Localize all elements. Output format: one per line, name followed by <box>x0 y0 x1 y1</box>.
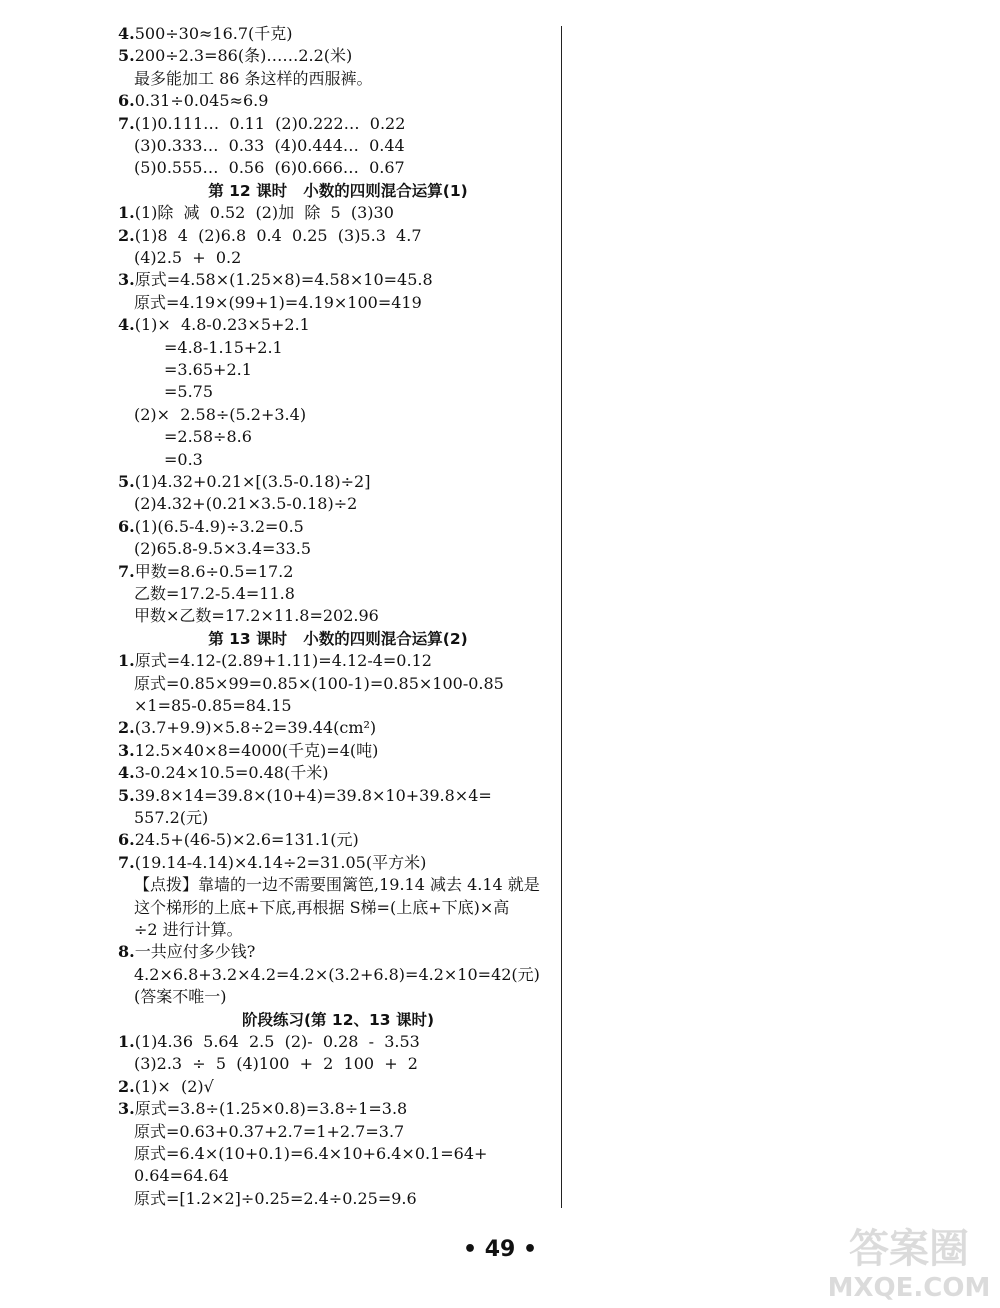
watermark-logo <box>824 1214 994 1304</box>
question-number: 5. <box>118 472 135 491</box>
answer-line <box>164 382 213 402</box>
answer-line <box>118 741 378 761</box>
answer-line <box>118 942 255 962</box>
question-number: 6. <box>118 91 135 111</box>
answer-text: 0.64=64.64 <box>134 1166 229 1186</box>
answer-text: 4.2×6.8+3.2×4.2=4.2×(3.2+6.8)=4.2×10=42(元) <box>134 964 540 984</box>
answer-line <box>164 427 252 447</box>
answer-line <box>118 830 359 850</box>
answer-line <box>134 1189 417 1209</box>
question-number: 7. <box>118 561 135 581</box>
answer-text: ×1=85-0.85=84.15 <box>134 696 292 715</box>
answer-text: =2.58÷8.6 <box>164 427 252 447</box>
answer-text: (2)× 2.58÷(5.2+3.4) <box>134 404 307 424</box>
answer-text: (1)8 4 (2)6.8 0.4 0.25 (3)5.3 4.7 <box>134 225 422 245</box>
answer-line <box>134 69 373 89</box>
answer-line <box>134 1144 487 1164</box>
answer-line <box>118 91 268 111</box>
answer-line <box>118 1077 214 1097</box>
answer-text: (3)0.333… 0.33 (4)0.444… 0.44 <box>134 136 405 155</box>
answer-line <box>134 405 306 425</box>
watermark-text: 答案圈 <box>849 1226 969 1272</box>
question-number: 4. <box>118 24 135 43</box>
answer-text: (1)除 减 0.52 (2)加 除 5 (3)30 <box>134 203 394 223</box>
answer-text: (1)4.32+0.21×[(3.5-0.18)÷2] <box>134 472 371 491</box>
answer-text: (1)× 4.8-0.23×5+2.1 <box>134 315 310 335</box>
answer-text: (1)(6.5-4.9)÷3.2=0.5 <box>134 516 304 536</box>
answer-line <box>134 696 292 716</box>
answer-line <box>118 472 370 492</box>
question-number: 1. <box>118 651 135 671</box>
answer-text: (3.7+9.9)×5.8÷2=39.44(cm²) <box>134 718 377 738</box>
answer-line <box>134 808 208 828</box>
question-number: 1. <box>118 1032 135 1051</box>
answer-line <box>164 338 283 358</box>
answer-line <box>134 920 243 940</box>
answer-text: (1)4.36 5.64 2.5 (2)- 0.28 - 3.53 <box>134 1032 420 1051</box>
answer-line <box>118 203 394 223</box>
answer-line <box>134 875 540 895</box>
answer-text: (答案不唯一) <box>134 987 227 1007</box>
answer-text: =4.8-1.15+2.1 <box>164 337 283 357</box>
answer-line <box>118 718 376 738</box>
question-number: 6. <box>118 516 135 536</box>
answer-line <box>118 651 432 671</box>
answer-text: 0.31÷0.045≈6.9 <box>134 91 269 111</box>
answer-text: 3-0.24×10.5=0.48(千米) <box>134 763 329 783</box>
answer-text: (2)65.8-9.5×3.4=33.5 <box>134 539 312 559</box>
answer-text: 原式=[1.2×2]÷0.25=2.4÷0.25=9.6 <box>134 1188 417 1208</box>
answer-line <box>118 562 293 582</box>
answer-text: 一共应付多少钱? <box>134 942 256 962</box>
section-heading: 第 12 课时 小数的四则混合运算(1) <box>208 181 468 200</box>
answer-line <box>134 293 422 313</box>
answer-line <box>134 248 241 268</box>
page-number: • 49 • <box>462 1237 538 1262</box>
answer-line <box>134 158 405 178</box>
answer-line <box>118 517 304 537</box>
answer-text: (19.14-4.14)×4.14÷2=31.05(平方米) <box>134 852 427 872</box>
answer-line <box>134 1122 404 1142</box>
answer-line <box>134 1054 418 1074</box>
question-number: 2. <box>118 225 135 245</box>
question-number: 5. <box>118 46 135 66</box>
answer-text: 557.2(元) <box>134 808 209 827</box>
answer-text: 原式=0.85×99=0.85×(100-1)=0.85×100-0.85 <box>134 673 504 693</box>
answer-text: =5.75 <box>164 382 214 402</box>
answer-line <box>118 24 293 44</box>
answer-text: 500÷30≈16.7(千克) <box>134 24 293 43</box>
question-number: 2. <box>118 718 135 738</box>
answer-text: ÷2 进行计算。 <box>134 920 243 939</box>
answer-line <box>134 674 504 694</box>
answer-line <box>134 965 540 985</box>
question-number: 2. <box>118 1076 135 1096</box>
question-number: 4. <box>118 315 135 335</box>
answer-text: 乙数=17.2-5.4=11.8 <box>134 584 295 603</box>
question-number: 6. <box>118 830 135 850</box>
answer-text: 原式=0.63+0.37+2.7=1+2.7=3.7 <box>134 1121 405 1141</box>
answer-text: 原式=6.4×(10+0.1)=6.4×10+6.4×0.1=64+ <box>134 1144 488 1163</box>
question-number: 8. <box>118 942 135 962</box>
answer-text: (5)0.555… 0.56 (6)0.666… 0.67 <box>134 158 405 178</box>
answer-text: (2)4.32+(0.21×3.5-0.18)÷2 <box>134 494 358 514</box>
answer-line <box>134 584 295 604</box>
answer-text: (3)2.3 ÷ 5 (4)100 + 2 100 + 2 <box>134 1054 418 1074</box>
answer-text: (4)2.5 + 0.2 <box>134 248 242 267</box>
answer-text: 这个梯形的上底+下底,再根据 S梯=(上底+下底)×高 <box>134 897 510 917</box>
answer-line <box>134 987 227 1007</box>
answer-text: 【点拨】靠墙的一边不需要围篱笆,19.14 减去 4.14 就是 <box>134 875 540 895</box>
answer-text: =3.65+2.1 <box>164 360 252 379</box>
answer-text: 24.5+(46-5)×2.6=131.1(元) <box>134 830 359 850</box>
answer-text: 39.8×14=39.8×(10+4)=39.8×10+39.8×4= <box>134 785 492 805</box>
watermark-url: MXQE.COM <box>827 1273 991 1303</box>
answer-line <box>118 270 433 290</box>
answer-text: 原式=3.8÷(1.25×0.8)=3.8÷1=3.8 <box>134 1099 408 1119</box>
question-number: 1. <box>118 203 135 223</box>
answer-text: (1)× (2)√ <box>134 1076 214 1096</box>
question-number: 4. <box>118 763 135 783</box>
section-heading: 第 13 课时 小数的四则混合运算(2) <box>208 629 468 648</box>
column-divider <box>561 26 562 1208</box>
answer-line <box>118 763 328 783</box>
answer-line <box>118 853 426 873</box>
answer-text: 甲数×乙数=17.2×11.8=202.96 <box>134 606 379 626</box>
question-number: 3. <box>118 1099 135 1119</box>
answer-line <box>134 494 357 514</box>
answer-line <box>134 1166 229 1186</box>
question-number: 7. <box>118 113 135 133</box>
question-number: 7. <box>118 852 135 872</box>
answer-line <box>134 539 311 559</box>
answer-text: (1)0.111… 0.11 (2)0.222… 0.22 <box>134 113 406 133</box>
answer-line <box>164 360 252 380</box>
answer-line <box>118 786 492 806</box>
answer-text: =0.3 <box>164 449 203 469</box>
answer-text: 最多能加工 86 条这样的西服裤。 <box>134 68 373 88</box>
answer-line <box>118 226 422 246</box>
section-heading: 阶段练习(第 12、13 课时) <box>241 1010 435 1029</box>
answer-line <box>118 1032 420 1052</box>
answer-line <box>134 136 405 156</box>
answer-text: 12.5×40×8=4000(千克)=4(吨) <box>134 740 379 760</box>
answer-text: 200÷2.3=86(条)……2.2(米) <box>134 46 353 66</box>
question-number: 5. <box>118 785 135 805</box>
answer-line <box>164 450 203 470</box>
answer-line <box>118 46 352 66</box>
answer-line <box>118 315 310 335</box>
answer-line <box>134 606 379 626</box>
answer-line <box>134 898 509 918</box>
answer-line <box>118 1099 407 1119</box>
answer-text: 甲数=8.6÷0.5=17.2 <box>134 561 294 581</box>
question-number: 3. <box>118 270 135 290</box>
answer-text: 原式=4.19×(99+1)=4.19×100=419 <box>134 292 422 312</box>
answer-line <box>118 114 405 134</box>
question-number: 3. <box>118 740 135 760</box>
answer-text: 原式=4.12-(2.89+1.11)=4.12-4=0.12 <box>134 651 432 671</box>
answer-text: 原式=4.58×(1.25×8)=4.58×10=45.8 <box>134 270 433 290</box>
